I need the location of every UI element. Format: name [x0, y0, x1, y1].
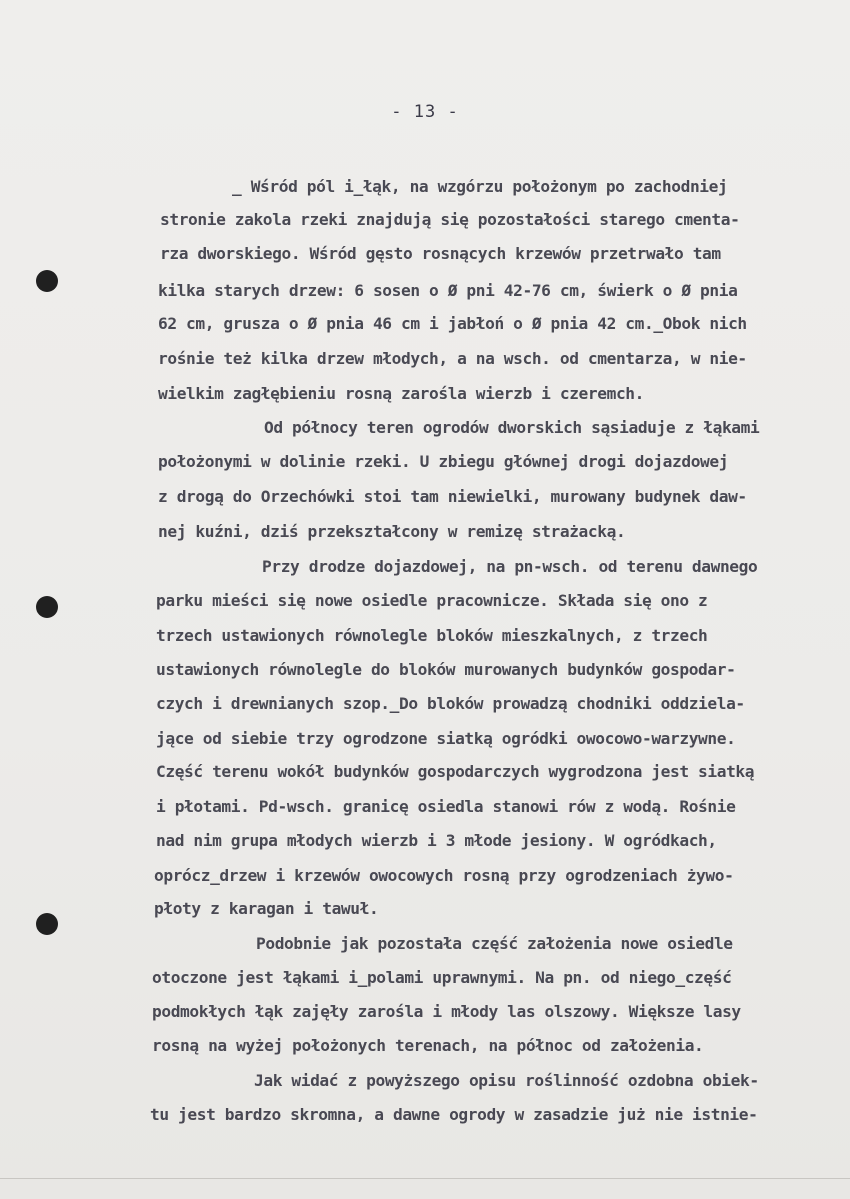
text-line: rośnie też kilka drzew młodych, a na wsch. od cmentarza, w nie- — [158, 349, 747, 368]
text-line: Od północy teren ogrodów dworskich sąsiaduje z łąkami — [264, 418, 760, 437]
text-line: trzech ustawionych równolegle bloków mieszkalnych, z trzech — [156, 626, 708, 645]
page-bottom-edge — [0, 1178, 850, 1179]
text-line: podmokłych łąk zajęły zarośla i młody las olszowy. Większe lasy — [152, 1002, 741, 1021]
text-line: płoty z karagan i tawuł. — [154, 899, 379, 918]
text-line: Część terenu wokół budynków gospodarczych wygrodzona jest siatką — [156, 762, 755, 781]
text-line: 62 cm, grusza o Ø pnia 46 cm i jabłoń o Ø pnia 42 cm._Obok nich — [158, 314, 747, 333]
text-line: nej kuźni, dziś przekształcony w remizę strażacką. — [158, 522, 626, 541]
text-line: z drogą do Orzechówki stoi tam niewielki, murowany budynek daw- — [158, 487, 747, 506]
text-line: czych i drewnianych szop._Do bloków prowadzą chodniki oddziela- — [156, 694, 745, 713]
page-number: - 13 - — [391, 102, 459, 122]
punch-hole — [36, 913, 58, 935]
text-line: nad nim grupa młodych wierzb i 3 młode jesiony. W ogródkach, — [156, 831, 717, 850]
text-line: parku mieści się nowe osiedle pracownicze. Składa się ono z — [156, 591, 708, 610]
text-line: rza dworskiego. Wśród gęsto rosnących krzewów przetrwało tam — [160, 244, 721, 263]
text-line: położonymi w dolinie rzeki. U zbiegu głównej drogi dojazdowej — [158, 452, 729, 471]
text-line: i płotami. Pd-wsch. granicę osiedla stanowi rów z wodą. Rośnie — [156, 797, 736, 816]
text-line: otoczone jest łąkami i_polami uprawnymi. Na pn. od niego_część — [152, 968, 732, 987]
text-line: Przy drodze dojazdowej, na pn-wsch. od terenu dawnego — [262, 557, 758, 576]
punch-hole — [36, 596, 58, 618]
text-line: Podobnie jak pozostała część założenia nowe osiedle — [256, 934, 733, 953]
text-line: wielkim zagłębieniu rosną zarośla wierzb i czeremch. — [158, 384, 644, 403]
text-line: stronie zakola rzeki znajdują się pozostałości starego cmenta- — [160, 210, 740, 229]
text-line: tu jest bardzo skromna, a dawne ogrody w zasadzie już nie istnie- — [150, 1105, 758, 1124]
text-line: ustawionych równolegle do bloków murowanych budynków gospodar- — [156, 660, 736, 679]
text-line: oprócz_drzew i krzewów owocowych rosną przy ogrodzeniach żywo- — [154, 866, 734, 885]
punch-hole — [36, 270, 58, 292]
text-line: Jak widać z powyższego opisu roślinność ozdobna obiek- — [254, 1071, 759, 1090]
text-line: kilka starych drzew: 6 sosen o Ø pni 42-76 cm, świerk o Ø pnia — [158, 281, 738, 300]
text-line: _ Wśród pól i_łąk, na wzgórzu położonym po zachodniej — [232, 177, 728, 196]
text-line: jące od siebie trzy ogrodzone siatką ogródki owocowo-warzywne. — [156, 729, 736, 748]
text-line: rosną na wyżej położonych terenach, na północ od założenia. — [152, 1036, 704, 1055]
